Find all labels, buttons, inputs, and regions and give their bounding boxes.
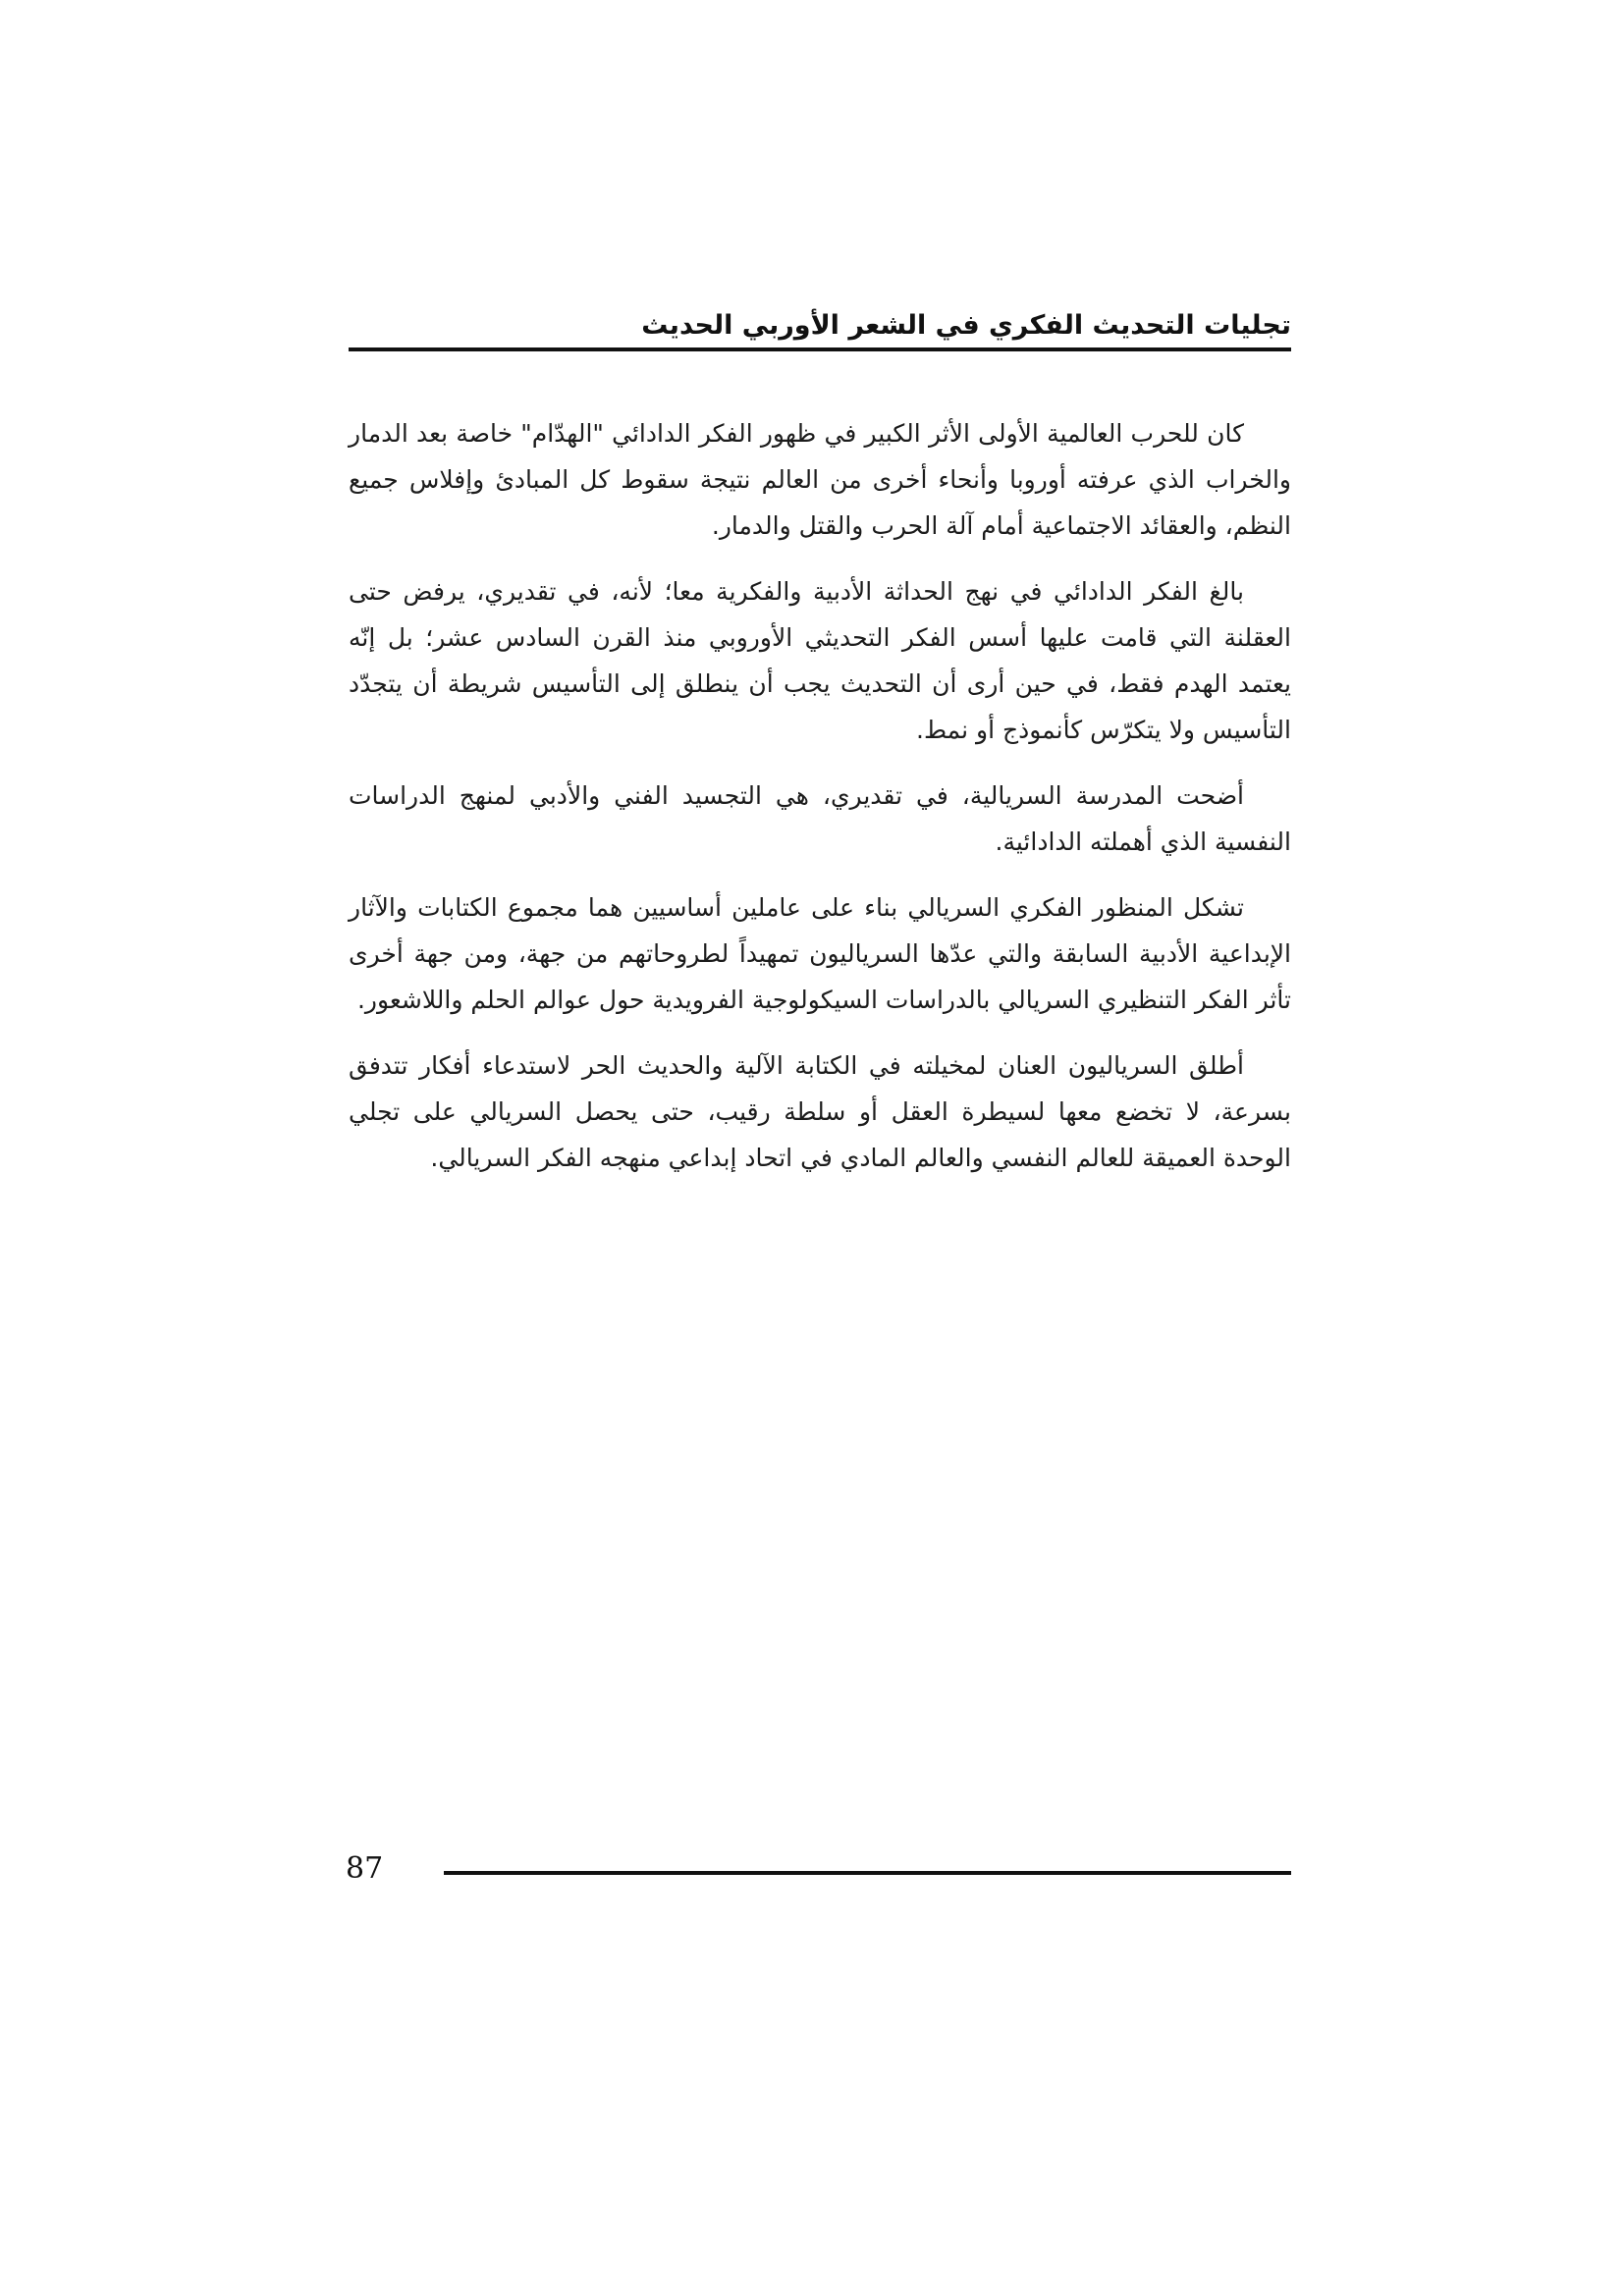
paragraph-5: أطلق السرياليون العنان لمخيلته في الكتابة الآلية والحديث الحر لاستدعاء أفكار تتدفق بسرعة، لا تخضع معها لسيطرة العقل أو سلطة رقيب، حتى يحصل السريالي على تجلي الوحدة العميقة للعالم النفسي والعالم المادي في اتحاد إبداعي منهجه الفكر السريالي.: [349, 1051, 1291, 1172]
paragraph-4: تشكل المنظور الفكري السريالي بناء على عاملين أساسيين هما مجموع الكتابات والآثار الإبداعية الأدبية السابقة والتي عدّها السرياليون تمهيداً لطروحاتهم من جهة، ومن جهة أخرى تأثر الفكر التنظيري السريالي بالدراسات السيكولوجية الفرويدية حول عوالم الحلم واللاشعور.: [349, 893, 1291, 1014]
paragraph-3: أضحت المدرسة السريالية، في تقديري، هي التجسيد الفني والأدبي لمنهج الدراسات النفسية الذي أهملته الدادائية.: [349, 781, 1291, 856]
running-header-title: تجليات التحديث الفكري في الشعر الأوربي الحديث: [641, 310, 1291, 341]
header-rule: [349, 347, 1291, 351]
page-number: 87: [346, 1851, 384, 1886]
body-text: [349, 410, 1291, 1201]
footer-rule: [444, 1871, 1291, 1875]
paragraph-2: بالغ الفكر الدادائي في نهج الحداثة الأدبية والفكرية معا؛ لأنه، في تقديري، يرفض حتى العقلنة التي قامت عليها أسس الفكر التحديثي الأوروبي منذ القرن السادس عشر؛ بل إنّه يعتمد الهدم فقط، في حين أرى أن التحديث يجب أن ينطلق إلى التأسيس شريطة أن يتجدّد التأسيس ولا يتكرّس كأنموذج أو نمط.: [349, 577, 1291, 744]
paragraph-1: كان للحرب العالمية الأولى الأثر الكبير في ظهور الفكر الدادائي "الهدّام" خاصة بعد الدمار والخراب الذي عرفته أوروبا وأنحاء أخرى من العالم نتيجة سقوط كل المبادئ وإفلاس جميع النظم، والعقائد الاجتماعية أمام آلة الحرب والقتل والدمار.: [349, 419, 1291, 540]
